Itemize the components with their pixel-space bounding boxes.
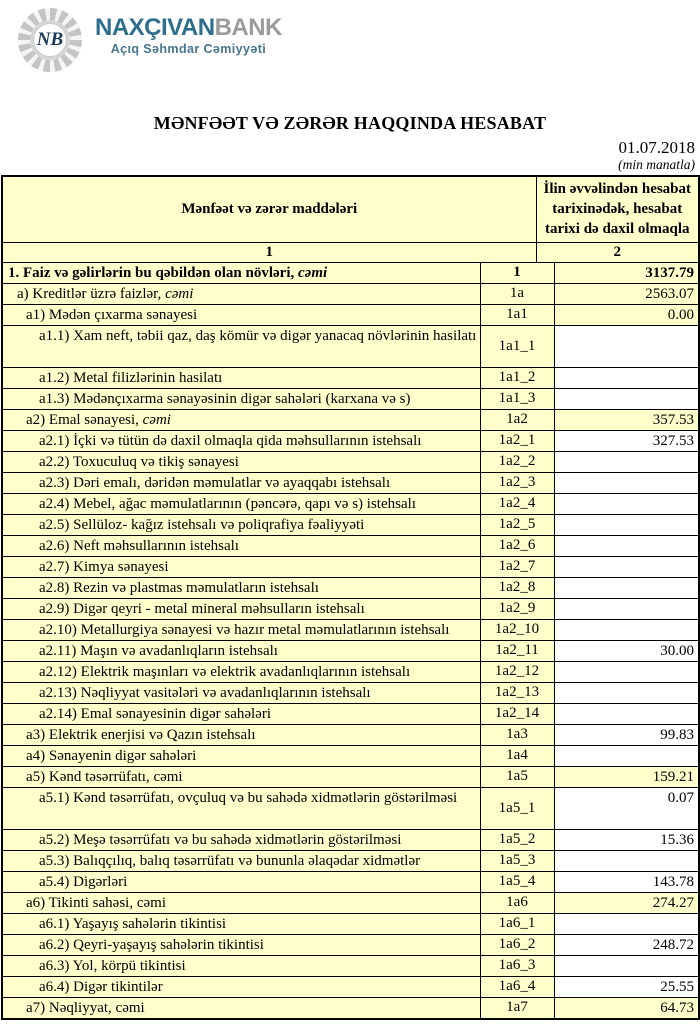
row-label bbox=[2, 367, 480, 388]
row-label bbox=[2, 472, 480, 493]
row-code: 1a6_4 bbox=[480, 976, 554, 997]
table-header-row bbox=[2, 176, 699, 242]
row-code: 1a2_6 bbox=[480, 535, 554, 556]
row-label-text: a5.4) Digərləri bbox=[39, 873, 128, 890]
row-label-text: a2) Emal sənayesi, bbox=[26, 411, 143, 428]
row-value bbox=[554, 913, 699, 934]
table-row bbox=[2, 325, 699, 367]
row-label-italic-suffix: cəmi bbox=[142, 411, 171, 428]
row-label-text: a7) Nəqliyyat, cəmi bbox=[26, 999, 145, 1016]
row-label-text: a6.2) Qeyri-yaşayış sahələrin tikintisi bbox=[39, 936, 264, 953]
row-code: 1a6_2 bbox=[480, 934, 554, 955]
bank-name-primary: NAXÇIVAN bbox=[95, 14, 215, 41]
row-label-text: 1. Faiz və gəlirlərin bu qəbildən olan növləri, bbox=[8, 264, 298, 281]
bank-name-secondary: BANK bbox=[214, 14, 282, 41]
column-number-value: 2 bbox=[536, 242, 699, 262]
row-value: 25.55 bbox=[554, 976, 699, 997]
row-label bbox=[2, 766, 480, 787]
bank-header bbox=[0, 0, 700, 72]
row-value bbox=[554, 388, 699, 409]
bank-logo-icon bbox=[18, 8, 82, 72]
row-label bbox=[2, 304, 480, 325]
row-code: 1a1 bbox=[480, 304, 554, 325]
row-value bbox=[554, 619, 699, 640]
row-label bbox=[2, 703, 480, 724]
row-label bbox=[2, 451, 480, 472]
row-label bbox=[2, 388, 480, 409]
table-row bbox=[2, 535, 699, 556]
row-label bbox=[2, 934, 480, 955]
row-label bbox=[2, 535, 480, 556]
table-row bbox=[2, 493, 699, 514]
row-value: 0.07 bbox=[554, 787, 699, 829]
row-value bbox=[554, 367, 699, 388]
row-label bbox=[2, 955, 480, 976]
row-label-text: a1.3) Mədənçıxarma sənayəsinin digər sahələri (karxana və s) bbox=[39, 390, 411, 407]
row-label bbox=[2, 577, 480, 598]
row-label-text: a2.14) Emal sənayesinin digər sahələri bbox=[39, 705, 272, 722]
row-label bbox=[2, 829, 480, 850]
row-label-text: a1.2) Metal filizlərinin hasilatı bbox=[39, 369, 223, 386]
table-row bbox=[2, 766, 699, 787]
row-label-text: a6.3) Yol, körpü tikintisi bbox=[39, 957, 186, 974]
row-value bbox=[554, 493, 699, 514]
row-code: 1a5_3 bbox=[480, 850, 554, 871]
row-label-text: a4) Sənayenin digər sahələri bbox=[26, 747, 197, 764]
row-label-italic-suffix: cəmi bbox=[165, 285, 194, 302]
table-row bbox=[2, 892, 699, 913]
row-label bbox=[2, 556, 480, 577]
table-row bbox=[2, 787, 699, 829]
row-value bbox=[554, 850, 699, 871]
row-label bbox=[2, 640, 480, 661]
bank-logo-inner-circle bbox=[33, 23, 67, 57]
row-label-text: a3) Elektrik enerjisi və Qazın istehsalı bbox=[26, 726, 256, 743]
row-code: 1a2_11 bbox=[480, 640, 554, 661]
table-row bbox=[2, 997, 699, 1019]
table-row bbox=[2, 388, 699, 409]
row-value: 143.78 bbox=[554, 871, 699, 892]
row-label-text: a6) Tikinti sahəsi, cəmi bbox=[26, 894, 166, 911]
row-label-text: a5.3) Balıqçılıq, balıq təsərrüfatı və bununla əlaqədar xidmətlər bbox=[39, 852, 421, 869]
row-value: 3137.79 bbox=[554, 262, 699, 283]
column-number-row bbox=[2, 242, 699, 262]
table-row bbox=[2, 640, 699, 661]
row-label bbox=[2, 913, 480, 934]
row-code: 1a5_4 bbox=[480, 871, 554, 892]
row-value: 2563.07 bbox=[554, 283, 699, 304]
row-label bbox=[2, 871, 480, 892]
row-value bbox=[554, 577, 699, 598]
row-code: 1a1_3 bbox=[480, 388, 554, 409]
row-label-text: a2.12) Elektrik maşınları və elektrik avadanlıqlarının istehsalı bbox=[39, 663, 411, 680]
table-row bbox=[2, 913, 699, 934]
row-label bbox=[2, 262, 480, 283]
row-value bbox=[554, 535, 699, 556]
row-label bbox=[2, 787, 480, 829]
row-label-text: a2.4) Mebel, ağac məmulatlarının (pəncərə, qapı və s) istehsalı bbox=[39, 495, 416, 512]
row-label-text: a2.9) Digər qeyri - metal mineral məhsulların istehsalı bbox=[39, 600, 365, 617]
row-code: 1a3 bbox=[480, 724, 554, 745]
column-header-items: Mənfəət və zərər maddələri bbox=[2, 176, 536, 242]
row-code: 1a1_2 bbox=[480, 367, 554, 388]
report-table-body bbox=[2, 262, 699, 1019]
row-value: 15.36 bbox=[554, 829, 699, 850]
row-label bbox=[2, 682, 480, 703]
row-code: 1a4 bbox=[480, 745, 554, 766]
row-label bbox=[2, 997, 480, 1019]
row-label-text: a2.2) Toxuculuq və tikiş sənayesi bbox=[39, 453, 239, 470]
table-row bbox=[2, 976, 699, 997]
row-code: 1a2 bbox=[480, 409, 554, 430]
row-code: 1a6_3 bbox=[480, 955, 554, 976]
row-value: 99.83 bbox=[554, 724, 699, 745]
row-code: 1a6 bbox=[480, 892, 554, 913]
table-row bbox=[2, 514, 699, 535]
row-value bbox=[554, 325, 699, 367]
row-label bbox=[2, 745, 480, 766]
row-value: 0.00 bbox=[554, 304, 699, 325]
row-label-text: a2.6) Neft məhsullarının istehsalı bbox=[39, 537, 239, 554]
table-row bbox=[2, 262, 699, 283]
row-label-text: a2.3) Dəri emalı, dəridən məmulatlar və ayaqqabı istehsalı bbox=[39, 474, 391, 491]
row-label-text: a6.4) Digər tikintilər bbox=[39, 978, 163, 995]
bank-monogram: NB bbox=[36, 29, 64, 50]
bank-subtitle: Açıq Səhmdar Cəmiyyəti bbox=[110, 42, 267, 56]
row-label-italic-suffix: cəmi bbox=[298, 264, 328, 281]
table-row bbox=[2, 934, 699, 955]
row-value: 357.53 bbox=[554, 409, 699, 430]
row-label-text: a5) Kənd təsərrüfatı, cəmi bbox=[26, 768, 183, 785]
row-label-text: a5.2) Meşə təsərrüfatı və bu sahədə xidmətlərin göstərilməsi bbox=[39, 831, 402, 848]
table-row bbox=[2, 304, 699, 325]
report-title: MƏNFƏƏT VƏ ZƏRƏR HAQQINDA HESABAT bbox=[153, 113, 547, 133]
row-value bbox=[554, 556, 699, 577]
row-code: 1a2_1 bbox=[480, 430, 554, 451]
unit-note: (min manatla) bbox=[618, 157, 695, 172]
row-label-text: a2.10) Metallurgiya sənayesi və hazır metal məmulatlarının istehsalı bbox=[39, 621, 450, 638]
row-value: 248.72 bbox=[554, 934, 699, 955]
row-code: 1a2_3 bbox=[480, 472, 554, 493]
table-row bbox=[2, 829, 699, 850]
row-code: 1a2_4 bbox=[480, 493, 554, 514]
table-row bbox=[2, 598, 699, 619]
row-label-text: a2.13) Nəqliyyat vasitələri və avadanlıqlarının istehsalı bbox=[39, 684, 371, 701]
row-value bbox=[554, 451, 699, 472]
row-label bbox=[2, 724, 480, 745]
table-row bbox=[2, 745, 699, 766]
row-label bbox=[2, 430, 480, 451]
table-row bbox=[2, 871, 699, 892]
row-label-text: a6.1) Yaşayış sahələrin tikintisi bbox=[39, 915, 227, 932]
bank-brand bbox=[95, 8, 282, 56]
row-code: 1a2_5 bbox=[480, 514, 554, 535]
table-row bbox=[2, 850, 699, 871]
profit-loss-table bbox=[1, 175, 700, 1020]
table-row bbox=[2, 661, 699, 682]
row-label-text: a2.5) Sellüloz- kağız istehsalı və poliqrafiya fəaliyyəti bbox=[39, 516, 365, 533]
row-value bbox=[554, 661, 699, 682]
row-code: 1a2_10 bbox=[480, 619, 554, 640]
table-row bbox=[2, 703, 699, 724]
row-value bbox=[554, 682, 699, 703]
row-value: 64.73 bbox=[554, 997, 699, 1019]
table-row bbox=[2, 619, 699, 640]
row-code: 1a2_13 bbox=[480, 682, 554, 703]
row-value: 274.27 bbox=[554, 892, 699, 913]
row-label bbox=[2, 892, 480, 913]
row-code: 1 bbox=[480, 262, 554, 283]
row-label-text: a5.1) Kənd təsərrüfatı, ovçuluq və bu sahədə xidmətlərin göstərilməsi bbox=[39, 789, 458, 806]
table-row bbox=[2, 577, 699, 598]
table-row bbox=[2, 409, 699, 430]
row-label bbox=[2, 619, 480, 640]
column-number-items: 1 bbox=[2, 242, 536, 262]
row-value bbox=[554, 514, 699, 535]
table-row bbox=[2, 955, 699, 976]
row-value: 327.53 bbox=[554, 430, 699, 451]
table-row bbox=[2, 451, 699, 472]
row-label bbox=[2, 661, 480, 682]
bank-name bbox=[95, 15, 282, 41]
column-header-value: İlin əvvəlindən hesabat tarixinədək, hesabat tarixi də daxil olmaqla bbox=[536, 176, 699, 242]
table-row bbox=[2, 682, 699, 703]
row-label bbox=[2, 514, 480, 535]
row-code: 1a5_2 bbox=[480, 829, 554, 850]
row-code: 1a6_1 bbox=[480, 913, 554, 934]
row-value: 30.00 bbox=[554, 640, 699, 661]
row-value bbox=[554, 598, 699, 619]
row-label-text: a1) Mədən çıxarma sənayesi bbox=[26, 306, 198, 323]
row-label bbox=[2, 283, 480, 304]
row-label-text: a2.7) Kimya sənayesi bbox=[39, 558, 169, 575]
row-label bbox=[2, 598, 480, 619]
row-code: 1a2_9 bbox=[480, 598, 554, 619]
row-label-text: a) Kreditlər üzrə faizlər, bbox=[17, 285, 166, 302]
row-code: 1a2_14 bbox=[480, 703, 554, 724]
row-code: 1a2_8 bbox=[480, 577, 554, 598]
row-code: 1a1_1 bbox=[480, 325, 554, 367]
row-label bbox=[2, 976, 480, 997]
row-value bbox=[554, 472, 699, 493]
row-label bbox=[2, 493, 480, 514]
row-code: 1a7 bbox=[480, 997, 554, 1019]
row-code: 1a5 bbox=[480, 766, 554, 787]
row-value bbox=[554, 703, 699, 724]
row-code: 1a bbox=[480, 283, 554, 304]
table-row bbox=[2, 367, 699, 388]
row-label-text: a2.1) İçki və tütün də daxil olmaqla qida məhsullarının istehsalı bbox=[39, 432, 422, 449]
row-code: 1a2_12 bbox=[480, 661, 554, 682]
row-code: 1a2_2 bbox=[480, 451, 554, 472]
report-date: 01.07.2018 bbox=[618, 138, 695, 157]
table-row bbox=[2, 724, 699, 745]
table-row bbox=[2, 472, 699, 493]
row-code: 1a5_1 bbox=[480, 787, 554, 829]
table-row bbox=[2, 283, 699, 304]
table-row bbox=[2, 556, 699, 577]
row-label bbox=[2, 850, 480, 871]
row-label-text: a1.1) Xam neft, təbii qaz, daş kömür və digər yanacaq növlərinin hasilatı bbox=[39, 327, 477, 344]
row-label bbox=[2, 325, 480, 367]
row-value bbox=[554, 955, 699, 976]
row-label-text: a2.8) Rezin və plastmas məmulatların istehsalı bbox=[39, 579, 319, 596]
row-code: 1a2_7 bbox=[480, 556, 554, 577]
row-value: 159.21 bbox=[554, 766, 699, 787]
row-label bbox=[2, 409, 480, 430]
table-row bbox=[2, 430, 699, 451]
row-value bbox=[554, 745, 699, 766]
row-label-text: a2.11) Maşın və avadanlıqların istehsalı bbox=[39, 642, 278, 659]
